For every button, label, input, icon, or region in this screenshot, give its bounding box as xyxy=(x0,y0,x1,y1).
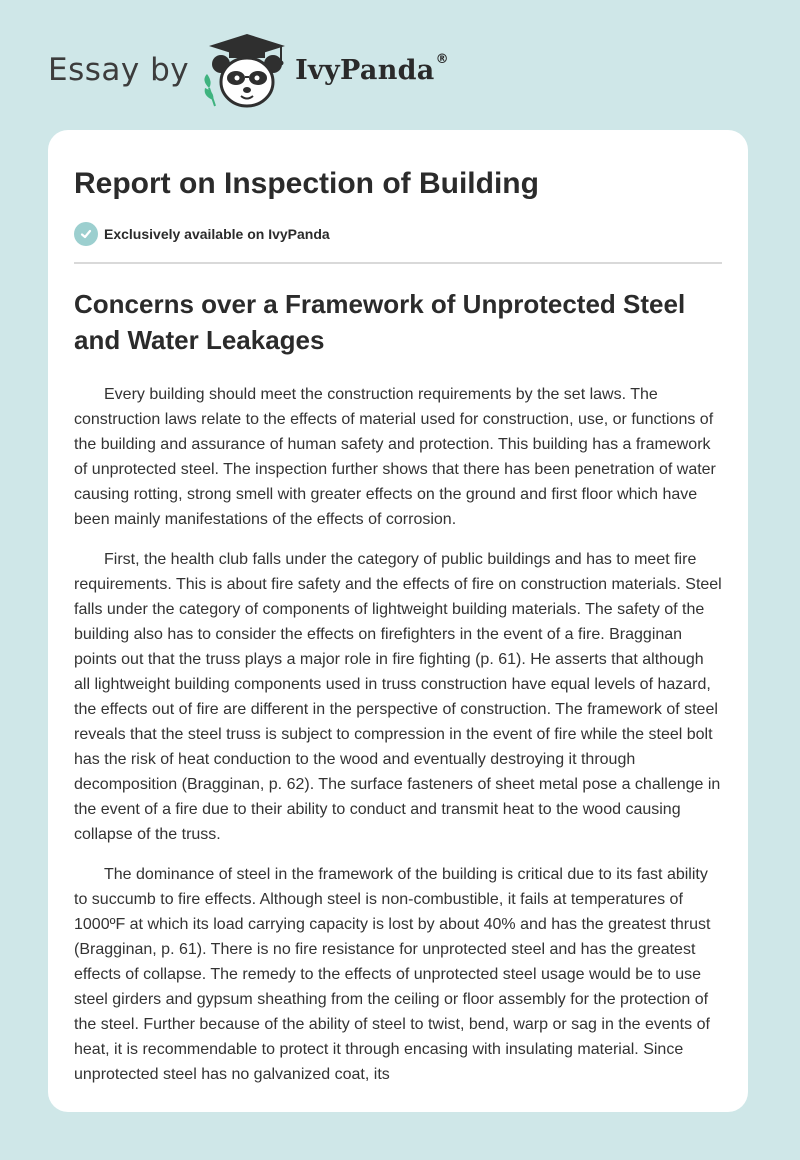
paragraph: First, the health club falls under the category of public buildings and has to meet fire requirements. This is about fire safety and the effects of fire on construction materials. Steel falls under the category of components of lightweight building materials. The safety of the building also has to consider the effects on firefighters in the event of a fire. Bragginan points out that the truss plays a major role in fire fighting (p. 61). He asserts that although all lightweight building components used in truss construction have equal levels of hazard, the effects out of fire are different in the perspective of construction. The framework of steel reveals that the steel truss is subject to compression in the event of fire while the steel bolt has the risk of heat conduction to the wood and eventually destroying it through decomposition (Bragginan, p. 62). The surface fasteners of sheet metal pose a challenge in the event of a fire due to their ability to conduct and transmit heat to the wood causing collapse of the truss. xyxy=(74,551,722,843)
essay-card xyxy=(48,130,748,1112)
registered-mark: ® xyxy=(435,51,449,67)
paragraph: Every building should meet the construction requirements by the set laws. The construction laws relate to the effects of material used for construction, use, or functions of the building and assurance of human safety and protection. This building has a framework of unprotected steel. The inspection further shows that there has been penetration of water causing rotting, strong smell with greater effects on the ground and first floor which have been mainly manifestations of the effects of corrosion. xyxy=(74,386,716,528)
brand-prefix: Essay by xyxy=(48,52,190,88)
section-heading: Concerns over a Framework of Unprotected Steel and Water Leakages xyxy=(74,289,686,355)
checkmark-icon xyxy=(74,222,98,246)
divider xyxy=(74,262,722,264)
essay-body xyxy=(74,382,722,1087)
panda-logo-icon[interactable] xyxy=(199,30,295,110)
page-title: Report on Inspection of Building xyxy=(74,167,539,200)
exclusive-badge-label: Exclusively available on IvyPanda xyxy=(104,226,330,242)
brand-name-text: IvyPanda xyxy=(295,54,435,86)
brand-name xyxy=(295,51,449,86)
paragraph: The dominance of steel in the framework of the building is critical due to its fast ability to succumb to fire effects. Although steel is non-combustible, it fails at temperatures of 1000ºF at which its load carrying capacity is lost by about 40% and has the greatest thrust (Bragginan, p. 61). There is no fire resistance for unprotected steel and has the greatest effects of collapse. The remedy to the effects of unprotected steel usage would be to use steel girders and gypsum sheathing from the ceiling or floor assembly for the protection of the steel. Further because of the ability of steel to twist, bend, warp or sag in the events of heat, it is recommendable to protect it through encasing with insulating material. Since unprotected steel has no galvanized coat, its xyxy=(74,866,711,1083)
exclusive-badge xyxy=(74,222,722,246)
site-header xyxy=(48,30,449,110)
